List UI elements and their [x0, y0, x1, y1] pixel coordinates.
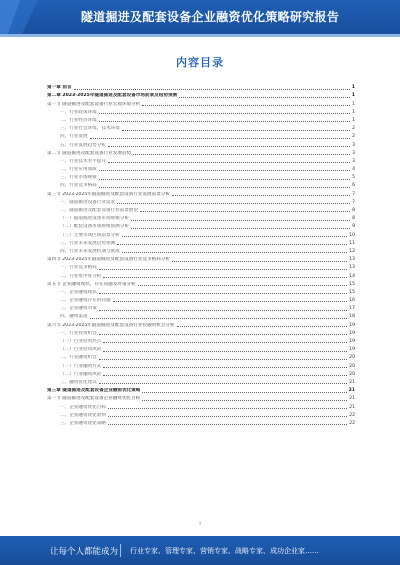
toc-entry[interactable]	[47, 361, 355, 369]
toc-entry-label: （一）行业投资热点	[60, 339, 102, 344]
toc-entry-page: 21	[349, 404, 355, 410]
toc-entry[interactable]	[47, 353, 355, 361]
toc-entry[interactable]	[47, 280, 355, 288]
toc-entry-label: 第三章 隧道掘进及配套设备企业融资优化策略	[47, 388, 141, 394]
toc-entry-page: 20	[349, 371, 355, 377]
toc-entry[interactable]	[47, 91, 355, 99]
toc-entry-label: 三、企业融资对策	[60, 306, 97, 312]
toc-dot-leader	[108, 424, 347, 425]
toc-entry[interactable]	[47, 108, 355, 116]
page-header	[0, 0, 400, 34]
toc-dot-leader	[90, 138, 350, 139]
toc-dot-leader	[103, 351, 347, 352]
toc-dot-leader	[99, 170, 350, 171]
toc-entry-label: （一）行业融资方式	[60, 363, 102, 369]
toc-entry-page: 12	[349, 248, 355, 254]
toc-dot-leader	[142, 105, 350, 106]
toc-entry[interactable]	[47, 149, 355, 157]
toc-entry-label: 二、行业经济环境	[60, 117, 97, 123]
toc-dot-leader	[108, 162, 350, 163]
toc-entry-page: 15	[349, 281, 355, 287]
toc-entry[interactable]	[47, 181, 355, 189]
toc-entry[interactable]	[47, 345, 355, 353]
toc-dot-leader	[99, 293, 347, 294]
toc-entry-label: 第五节 企业融资现状、存在问题及对策分析	[47, 281, 136, 287]
toc-entry[interactable]	[47, 411, 355, 419]
toc-entry-page: 11	[349, 240, 355, 246]
toc-entry[interactable]	[47, 329, 355, 337]
toc-entry-label: 四、行业发展	[60, 134, 88, 140]
toc-dot-leader	[117, 244, 347, 245]
toc-entry[interactable]	[47, 239, 355, 247]
toc-entry[interactable]	[47, 288, 355, 296]
toc-dot-leader	[172, 261, 347, 262]
toc-dot-leader	[99, 113, 350, 114]
toc-entry-page: 2	[352, 134, 355, 140]
toc-entry-label: 一、行业竞争格局	[60, 265, 97, 271]
toc-entry-page: 21	[349, 396, 355, 402]
toc-entry-label: 五、行业发展趋势分析	[60, 142, 106, 148]
toc-dot-leader	[103, 342, 347, 343]
toc-dot-leader	[103, 375, 347, 376]
toc-entry-page: 21	[348, 388, 355, 394]
toc-dot-leader	[108, 416, 347, 417]
toc-dot-leader	[113, 301, 348, 302]
toc-heading: 内容目录	[176, 56, 224, 69]
toc-dot-leader	[103, 277, 347, 278]
toc-entry-page: 14	[349, 273, 355, 279]
toc-entry-page: 5	[352, 175, 355, 181]
toc-entry-page: 15	[349, 289, 355, 295]
page-number: I	[199, 522, 201, 527]
toc-entry-label: 第一章 前言	[47, 85, 72, 91]
toc-entry-page: 1	[351, 85, 355, 91]
toc-entry-label: （三）主要市场区域前景分析	[60, 232, 120, 238]
toc-dot-leader	[108, 146, 350, 147]
toc-entry-page: 1	[352, 109, 355, 115]
toc-entry-page: 7	[352, 199, 355, 205]
toc-entry-label: 一、企业融资现状	[60, 289, 97, 295]
toc-entry-page: 9	[352, 224, 355, 230]
toc-dot-leader	[108, 408, 347, 409]
toc-entry-page: 1	[351, 93, 355, 99]
toc-dot-leader	[90, 318, 348, 319]
toc-dot-leader	[122, 252, 347, 253]
footer-divider	[120, 544, 121, 557]
toc-entry-label: 二、行业集中度分析	[60, 273, 102, 279]
toc-dot-leader	[117, 203, 350, 204]
toc-entry-label: 四、融资渠道	[60, 314, 88, 320]
toc-dot-leader	[99, 310, 347, 311]
toc-entry[interactable]	[47, 157, 355, 165]
toc-entry-label: 一、隧道掘进设备行业需求	[60, 199, 116, 205]
toc-dot-leader	[99, 269, 347, 270]
toc-entry-label: 第六节 2023-2025年隧道掘进及配套设备行业投融资机会分析	[47, 322, 175, 328]
toc-entry-page: 10	[349, 232, 355, 238]
toc-entry-label: 三、融资优化建议	[60, 379, 97, 385]
header-stripe	[0, 34, 400, 37]
toc-entry-page: 17	[349, 306, 355, 312]
toc-entry[interactable]	[47, 312, 355, 320]
toc-entry[interactable]	[47, 140, 355, 148]
toc-dot-leader	[177, 326, 348, 327]
toc-dot-leader	[142, 392, 346, 393]
toc-entry[interactable]	[47, 83, 355, 91]
toc-dot-leader	[122, 130, 350, 131]
toc-entry[interactable]	[47, 402, 355, 410]
toc-entry[interactable]	[47, 370, 355, 378]
toc-entry-page: 21	[349, 379, 355, 385]
toc-entry-page: 7	[352, 191, 355, 197]
toc-entry-page: 19	[349, 330, 355, 336]
toc-entry-label: 三、行业社会环境、技术环境	[60, 126, 120, 132]
toc-entry-label: 三、行业市场规模	[60, 175, 97, 181]
toc-dot-leader	[99, 334, 347, 335]
toc-entry-label: 第一节 隧道掘进及配套设备行业宏观环境分析	[47, 101, 141, 107]
toc-entry-page: 19	[349, 339, 355, 344]
toc-entry-page: 22	[349, 420, 355, 426]
toc-entry-page: 13	[349, 257, 355, 263]
toc-entry[interactable]	[47, 198, 355, 206]
toc-entry-page: 6	[352, 183, 355, 189]
toc-entry[interactable]	[47, 296, 355, 304]
toc-entry[interactable]	[47, 214, 355, 222]
toc-entry-page: 8	[352, 208, 355, 213]
footer-slogan: 让每个人都能成为	[50, 547, 119, 557]
toc-entry-label: 二、行业应用领域	[60, 167, 97, 173]
toc-dot-leader	[99, 187, 350, 188]
toc-entry[interactable]	[47, 247, 355, 255]
toc-entry[interactable]	[47, 271, 355, 279]
toc-entry-label: 二、行业融资机会	[60, 355, 97, 361]
toc-entry-page: 3	[352, 158, 355, 164]
report-title: 隧道掘进及配套设备企业融资优化策略研究报告	[80, 10, 340, 24]
toc-entry-label: （二）行业投资风险	[60, 347, 102, 353]
toc-entry-label: 第一节 隧道掘进及配套设备企业融资优化目标	[47, 396, 141, 402]
footer-roles: 行业专家、管理专家、营销专家、战略专家、成功企业家……	[130, 546, 319, 555]
toc-entry-page: 19	[349, 322, 355, 328]
toc-entry-page: 16	[349, 298, 355, 304]
toc-entry-label: 第二章 2023-2025年隧道掘进及配套设备市场前景及趋势预测	[47, 93, 178, 99]
toc-dot-leader	[133, 154, 350, 155]
toc-entry-label: 第二节 隧道掘进及配套设备行业发展趋势	[47, 150, 132, 156]
toc-dot-leader	[103, 367, 347, 368]
toc-entry[interactable]	[47, 378, 355, 386]
toc-entry[interactable]	[47, 189, 355, 197]
toc-entry-page: 20	[349, 355, 355, 361]
toc-entry[interactable]	[47, 124, 355, 132]
toc-entry-page: 3	[352, 150, 355, 156]
toc-dot-leader	[99, 121, 350, 122]
toc-entry-label: 一、行业投资机会	[60, 330, 97, 336]
toc-entry-page: 1	[352, 101, 355, 107]
toc-entry-label: （一）隧道掘进设备市场规模分析	[60, 216, 129, 222]
toc-entry-label: （二）行业融资风险	[60, 371, 102, 377]
toc-dot-leader	[179, 97, 350, 98]
toc-entry-label: 三、企业融资优化策略	[60, 420, 106, 426]
toc-entry[interactable]	[47, 222, 355, 230]
toc-entry-label: 二、隧道掘进及配套设备行业前景展望	[60, 208, 139, 213]
toc-entry-page: 13	[349, 265, 355, 271]
table-of-contents	[47, 83, 355, 427]
toc-dot-leader	[99, 179, 350, 180]
toc-entry-page: 1	[352, 117, 355, 123]
toc-entry-page: 8	[352, 216, 355, 222]
toc-entry[interactable]	[47, 173, 355, 181]
toc-dot-leader	[122, 236, 347, 237]
toc-dot-leader	[99, 359, 347, 360]
toc-dot-leader	[172, 195, 350, 196]
toc-entry-page: 4	[352, 167, 355, 173]
toc-entry-label: 一、行业技术水平提升	[60, 158, 106, 164]
toc-entry[interactable]	[47, 99, 355, 107]
toc-entry[interactable]	[47, 337, 355, 345]
toc-entry[interactable]	[47, 230, 355, 238]
toc-dot-leader	[131, 228, 350, 229]
toc-entry[interactable]	[47, 255, 355, 263]
toc-entry[interactable]	[47, 304, 355, 312]
toc-entry[interactable]	[47, 394, 355, 402]
toc-entry[interactable]	[47, 206, 355, 214]
toc-entry-page: 18	[349, 314, 355, 320]
toc-entry[interactable]	[47, 419, 355, 427]
toc-entry-label: 三、行业未来发展趋势预测	[60, 240, 116, 246]
toc-entry[interactable]	[47, 132, 355, 140]
toc-dot-leader	[131, 220, 350, 221]
toc-entry-page: 20	[349, 363, 355, 369]
toc-dot-leader	[142, 400, 347, 401]
toc-dot-leader	[99, 383, 347, 384]
toc-entry-page: 19	[349, 347, 355, 353]
toc-entry-label: 四、行业竞争格局	[60, 183, 97, 189]
toc-entry-page: 2	[352, 126, 355, 132]
toc-entry-page: 3	[352, 142, 355, 148]
toc-entry-label: （二）配套设备市场规模预测分析	[60, 224, 129, 230]
toc-entry-label: 二、企业融资优化原则	[60, 412, 106, 418]
toc-entry-label: 一、企业融资优化目标	[60, 404, 106, 410]
toc-entry[interactable]	[47, 386, 355, 394]
toc-entry-label: 二、企业融资存在的问题	[60, 298, 111, 304]
toc-entry-label: 四、行业未来发展机遇与挑战	[60, 248, 120, 254]
toc-entry-label: 第四节 2023-2025年隧道掘进及配套设备行业竞争格局分析	[47, 257, 170, 263]
toc-entry[interactable]	[47, 116, 355, 124]
toc-entry[interactable]	[47, 263, 355, 271]
toc-dot-leader	[74, 89, 350, 90]
toc-dot-leader	[138, 285, 347, 286]
toc-entry-label: 第三节 2023-2025年隧道掘进及配套设备行业发展前景分析	[47, 191, 170, 197]
toc-entry[interactable]	[47, 320, 355, 328]
toc-entry-label: 一、行业政策环境	[60, 109, 97, 115]
toc-dot-leader	[140, 211, 350, 212]
toc-entry[interactable]	[47, 165, 355, 173]
page-footer	[0, 536, 400, 565]
toc-entry-page: 22	[349, 412, 355, 418]
